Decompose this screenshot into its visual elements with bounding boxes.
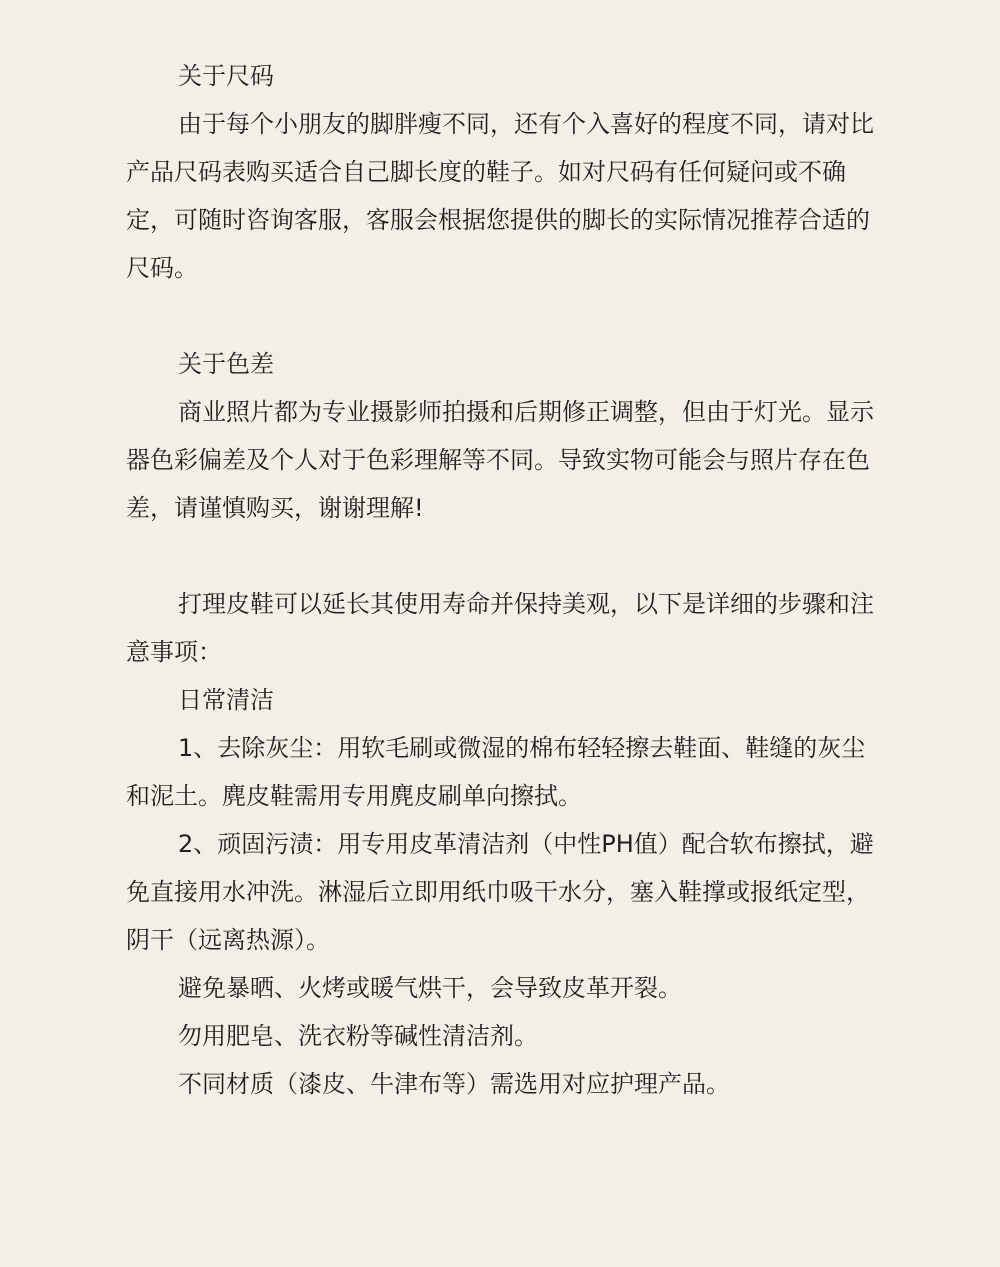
document-body: [126, 52, 886, 1108]
care-step-stains: 2、顽固污渍：用专用皮革清洁剂（中性PH值）配合软布擦拭，避免直接用水冲洗。淋湿后立即用纸巾吸干水分，塞入鞋撑或报纸定型，阴干（远离热源）。: [126, 830, 874, 954]
size-paragraph: 由于每个小朋友的脚胖瘦不同，还有个入喜好的程度不同，请对比产品尺码表购买适合自己脚长度的鞋子。如对尺码有任何疑问或不确定，可随时咨询客服，客服会根据您提供的脚长的实际情况推荐合适的尺码。: [126, 110, 874, 282]
size-heading: 关于尺码: [178, 62, 274, 90]
color-heading: 关于色差: [178, 350, 274, 378]
care-intro-paragraph: 打理皮鞋可以延长其使用寿命并保持美观，以下是详细的步骤和注意事项：: [126, 590, 874, 666]
care-note-materials: 不同材质（漆皮、牛津布等）需选用对应护理产品。: [178, 1070, 730, 1098]
care-note-soap: 勿用肥皂、洗衣粉等碱性清洁剂。: [178, 1022, 538, 1050]
care-step-dust: 1、去除灰尘：用软毛刷或微湿的棉布轻轻擦去鞋面、鞋缝的灰尘和泥土。麂皮鞋需用专用麂皮刷单向擦拭。: [126, 734, 866, 810]
color-paragraph: 商业照片都为专业摄影师拍摄和后期修正调整，但由于灯光。显示器色彩偏差及个人对于色彩理解等不同。导致实物可能会与照片存在色差，请谨慎购买，谢谢理解!: [126, 398, 874, 522]
care-note-heat: 避免暴晒、火烤或暖气烘干，会导致皮革开裂。: [178, 974, 682, 1002]
section-spacer: [126, 532, 886, 580]
section-spacer: [126, 292, 886, 340]
care-subheading: 日常清洁: [178, 686, 274, 714]
